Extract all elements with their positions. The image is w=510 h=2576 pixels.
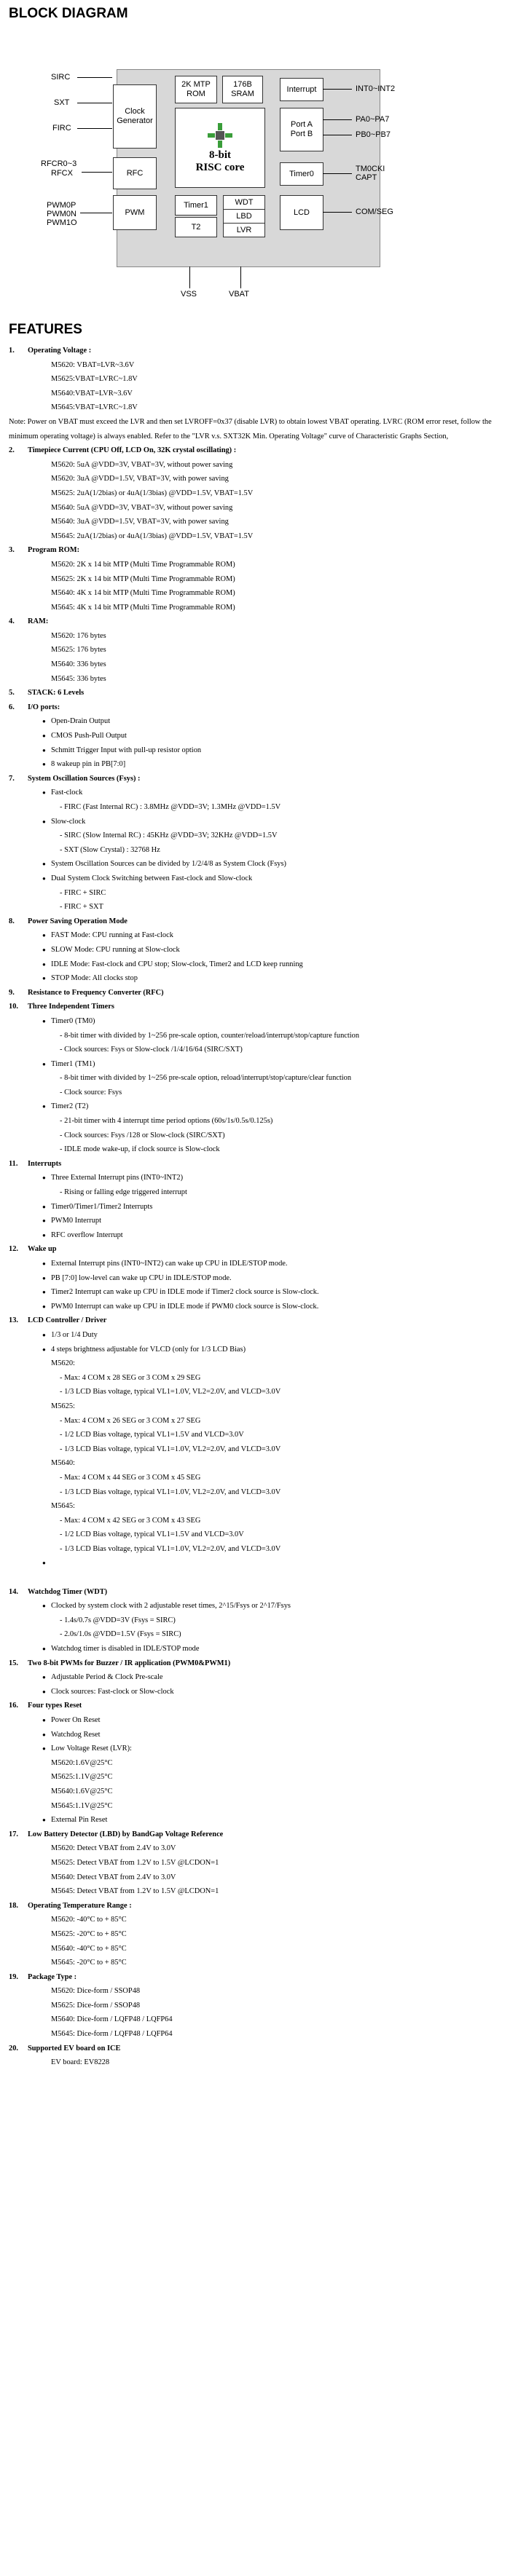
feature-subitem: - SIRC (Slow Internal RC) : 45KHz @VDD=3V; 32KHz @VDD=1.5V	[0, 829, 510, 843]
feature-item: M5625:VBAT=LVRC~1.8V	[51, 375, 138, 384]
wire	[323, 173, 352, 174]
feature-heading	[0, 1699, 510, 1713]
feature-number: 14.	[9, 1587, 18, 1596]
feature-heading-text: Watchdog Timer (WDT)	[28, 1587, 108, 1596]
feature-number: 2.	[9, 446, 15, 455]
feature-number: 15.	[9, 1659, 18, 1667]
feature-heading-text: Power Saving Operation Mode	[28, 917, 128, 925]
feature-heading-text: Program ROM:	[28, 546, 80, 555]
feature-item: M5640: Detect VBAT from 2.4V to 3.0V	[51, 1873, 176, 1881]
core-label-1: 8-bit	[209, 149, 231, 161]
feature-number: 3.	[9, 546, 15, 555]
feature-subitem: - 1.4s/0.7s @VDD=3V (Fsys = SIRC)	[0, 1613, 510, 1628]
pin-sirc: SIRC	[51, 73, 71, 82]
feature-item: M5625: 176 bytes	[51, 646, 106, 655]
block-diagram	[0, 29, 510, 306]
pin-int: INT0~INT2	[356, 84, 396, 93]
feature-bullet: ● Timer2 (T2)	[0, 1099, 510, 1114]
sram-line2: SRAM	[231, 90, 254, 98]
features-section	[0, 322, 510, 2070]
feature-subitem: - FIRC + SIRC	[0, 886, 510, 901]
wire	[323, 119, 352, 120]
feature-heading	[0, 543, 510, 558]
feature-heading	[0, 615, 510, 629]
pin-pwm0p: PWM0P	[47, 201, 76, 210]
feature-heading	[0, 1585, 510, 1600]
feature-bullet: ● Watchdog timer is disabled in IDLE/STOP mode	[0, 1642, 510, 1656]
feature-number: 12.	[9, 1245, 18, 1254]
pin-tm0cki: TM0CKI	[356, 165, 385, 173]
feature-heading-text: Timepiece Current (CPU Off, LCD On, 32K crystal oscillating) :	[28, 446, 237, 455]
feature-bullet: ● Watchdog Reset	[0, 1728, 510, 1742]
feature-subitem: - 21-bit timer with 4 interrupt time period options (60s/1s/0.5s/0.125s)	[0, 1114, 510, 1129]
feature-heading-text: Interrupts	[28, 1159, 62, 1168]
feature-number: 19.	[9, 1972, 18, 1981]
pin-capt: CAPT	[356, 173, 377, 182]
feature-subitem: - 2.0s/1.0s @VDD=1.5V (Fsys = SIRC)	[0, 1627, 510, 1642]
core-logo-icon	[206, 122, 234, 149]
t2-block: T2	[175, 217, 217, 237]
feature-heading-text: Wake up	[28, 1245, 57, 1254]
feature-heading-text: Two 8-bit PWMs for Buzzer / IR application (PWM0&PWM1)	[28, 1659, 231, 1667]
pin-firc: FIRC	[52, 124, 71, 133]
core-label-2: RISC core	[195, 162, 245, 173]
feature-subitem: - Max: 4 COM x 28 SEG or 3 COM x 29 SEG	[0, 1371, 510, 1386]
mtp-rom-block	[175, 76, 217, 103]
feature-bullet	[0, 1556, 510, 1571]
feature-item: M5640:1.6V@25°C	[51, 1787, 113, 1795]
feature-item: EV board: EV8228	[51, 2058, 110, 2067]
feature-bullet: ● Timer0 (TM0)	[0, 1014, 510, 1029]
feature-item: M5625: Detect VBAT from 1.2V to 1.5V @LCDON=1	[51, 1858, 219, 1867]
feature-heading-text: Package Type :	[28, 1972, 77, 1981]
feature-number: 13.	[9, 1316, 18, 1325]
wire	[82, 172, 112, 173]
timer0-block: Timer0	[280, 162, 323, 186]
feature-heading	[0, 1157, 510, 1172]
feature-item: M5625: -20°C to + 85°C	[51, 1929, 127, 1938]
feature-subitem: - 1/3 LCD Bias voltage, typical VL1=1.0V, VL2=2.0V, and VLCD=3.0V	[0, 1485, 510, 1500]
feature-bullet: ● Schmitt Trigger Input with pull-up resistor option	[0, 743, 510, 758]
feature-item: M5620: 5uA @VDD=3V, VBAT=3V, without power saving	[51, 460, 233, 469]
feature-list	[0, 344, 510, 2070]
feature-item: M5625:	[51, 1402, 75, 1410]
pin-rfcx: RFCX	[51, 169, 73, 178]
sram-block	[222, 76, 263, 103]
feature-heading-text: Three Independent Timers	[28, 1003, 114, 1011]
feature-number: 11.	[9, 1159, 18, 1168]
feature-heading	[0, 1313, 510, 1328]
feature-bullet: ● Slow-clock	[0, 815, 510, 829]
feature-subitem: - IDLE mode wake-up, if clock source is Slow-clock	[0, 1142, 510, 1157]
feature-heading	[0, 772, 510, 786]
feature-heading	[0, 1828, 510, 1842]
feature-subitem: - Max: 4 COM x 26 SEG or 3 COM x 27 SEG	[0, 1414, 510, 1429]
sram-line1: 176B	[233, 80, 252, 89]
feature-heading-text: Operating Temperature Range :	[28, 1901, 132, 1910]
feature-item: M5645:VBAT=LVRC~1.8V	[51, 403, 138, 412]
feature-item: M5620: VBAT=LVR~3.6V	[51, 360, 135, 369]
feature-bullet: ● STOP Mode: All clocks stop	[0, 971, 510, 986]
feature-heading-text: Supported EV board on ICE	[28, 2044, 121, 2052]
feature-number: 8.	[9, 917, 15, 925]
feature-number: 1.	[9, 347, 15, 355]
feature-item: M5640:VBAT=LVR~3.6V	[51, 389, 133, 398]
feature-subitem: - Clock sources: Fsys /128 or Slow-clock (SIRC/SXT)	[0, 1129, 510, 1143]
mtp-rom-line1: 2K MTP	[181, 80, 211, 89]
feature-item: M5620:	[51, 1359, 75, 1368]
clock-generator-block: Clock Generator	[113, 84, 157, 149]
feature-bullet: ● SLOW Mode: CPU running at Slow-clock	[0, 943, 510, 957]
feature-subitem: - 8-bit timer with divided by 1~256 pre-scale option, reload/interrupt/stop/capture/clear function	[0, 1071, 510, 1086]
feature-heading	[0, 1000, 510, 1014]
mtp-rom-line2: ROM	[187, 90, 205, 98]
feature-note: Note: Power on VBAT must exceed the LVR and then set LVROFF=0x37 (disable LVR) to obtain lowest VBAT operating. LVRC (ROM error reset, follow the minimum operating voltage) is always enabled. Refer to the "LVR v.s. SXT32K Min. Operating Voltage" curve of Characteristic Graphs Section,	[9, 417, 492, 440]
port-b-label: Port B	[290, 130, 313, 138]
feature-bullet: ● Clock sources: Fast-clock or Slow-clock	[0, 1685, 510, 1699]
feature-item: M5640:	[51, 1459, 75, 1468]
feature-spacer	[0, 1571, 510, 1585]
feature-heading-text: STACK: 6 Levels	[28, 689, 85, 698]
feature-item: M5640: 3uA @VDD=1.5V, VBAT=3V, with power saving	[51, 518, 229, 526]
feature-item: M5645: 336 bytes	[51, 674, 106, 683]
feature-bullet: ● Clocked by system clock with 2 adjustable reset times, 2^15/Fsys or 2^17/Fsys	[0, 1599, 510, 1613]
feature-bullet: ● 1/3 or 1/4 Duty	[0, 1328, 510, 1343]
feature-heading	[0, 686, 510, 700]
feature-subitem: - Max: 4 COM x 44 SEG or 3 COM x 45 SEG	[0, 1471, 510, 1485]
feature-bullet: ● CMOS Push-Pull Output	[0, 729, 510, 743]
feature-subitem: - Clock sources: Fsys or Slow-clock /1/4/16/64 (SIRC/SXT)	[0, 1043, 510, 1057]
lvr-block: LVR	[223, 223, 265, 237]
feature-item: M5640: 5uA @VDD=3V, VBAT=3V, without power saving	[51, 503, 233, 512]
feature-subitem: - FIRC (Fast Internal RC) : 3.8MHz @VDD=3V; 1.3MHz @VDD=1.5V	[0, 800, 510, 815]
feature-subitem: - 1/2 LCD Bias voltage, typical VL1=1.5V and VLCD=3.0V	[0, 1528, 510, 1542]
feature-item: M5620: 2K x 14 bit MTP (Multi Time Programmable ROM)	[51, 560, 235, 569]
feature-subitem: - FIRC + SXT	[0, 900, 510, 914]
feature-bullet: ● External Interrupt pins (INT0~INT2) can wake up CPU in IDLE/STOP mode.	[0, 1257, 510, 1271]
wire	[323, 89, 352, 90]
pin-sxt: SXT	[54, 98, 70, 107]
feature-bullet: ● Three External Interrupt pins (INT0~INT2)	[0, 1171, 510, 1185]
feature-bullet: ● Adjustable Period & Clock Pre-scale	[0, 1670, 510, 1685]
feature-bullet: ● 8 wakeup pin in PB[7:0]	[0, 757, 510, 772]
feature-subitem: - 1/3 LCD Bias voltage, typical VL1=1.0V, VL2=2.0V, and VLCD=3.0V	[0, 1385, 510, 1399]
feature-heading-text: System Oscillation Sources (Fsys) :	[28, 774, 141, 783]
timer1-block: Timer1	[175, 195, 217, 216]
feature-bullet: ● 4 steps brightness adjustable for VLCD (only for 1/3 LCD Bias)	[0, 1343, 510, 1357]
feature-bullet: ● Dual System Clock Switching between Fast-clock and Slow-clock	[0, 872, 510, 886]
feature-heading-text: I/O ports:	[28, 703, 60, 711]
feature-number: 4.	[9, 617, 15, 626]
feature-bullet: ● FAST Mode: CPU running at Fast-clock	[0, 928, 510, 943]
feature-bullet: ● IDLE Mode: Fast-clock and CPU stop; Slow-clock, Timer2 and LCD keep running	[0, 957, 510, 972]
feature-item: M5620: 176 bytes	[51, 631, 106, 640]
feature-heading-text: RAM:	[28, 617, 49, 626]
pin-vbat: VBAT	[229, 290, 249, 299]
feature-item: M5625:1.1V@25°C	[51, 1773, 113, 1782]
feature-bullet: ● Open-Drain Output	[0, 714, 510, 729]
feature-number: 17.	[9, 1830, 18, 1838]
features-title: FEATURES	[9, 322, 82, 337]
feature-bullet: ● External Pin Reset	[0, 1813, 510, 1828]
wire	[77, 77, 112, 78]
feature-bullet: ● Power On Reset	[0, 1713, 510, 1728]
feature-item: M5640: Dice-form / LQFP48 / LQFP64	[51, 2015, 173, 2024]
feature-item: M5645: 4K x 14 bit MTP (Multi Time Programmable ROM)	[51, 603, 235, 612]
pin-pwm1o: PWM1O	[47, 218, 77, 227]
feature-number: 18.	[9, 1901, 18, 1910]
feature-item: M5645: 2uA(1/2bias) or 4uA(1/3bias) @VDD=1.5V, VBAT=1.5V	[51, 532, 254, 540]
feature-number: 6.	[9, 703, 15, 711]
feature-item: M5620: Dice-form / SSOP48	[51, 1987, 141, 1996]
feature-number: 10.	[9, 1003, 18, 1011]
feature-heading	[0, 1970, 510, 1985]
feature-item: M5625: Dice-form / SSOP48	[51, 2001, 141, 2010]
feature-subitem: - 1/3 LCD Bias voltage, typical VL1=1.0V, VL2=2.0V, and VLCD=3.0V	[0, 1542, 510, 1557]
feature-number: 7.	[9, 774, 15, 783]
feature-item: M5620: Detect VBAT from 2.4V to 3.0V	[51, 1844, 176, 1853]
block-diagram-title: BLOCK DIAGRAM	[9, 6, 128, 21]
feature-item: M5620:1.6V@25°C	[51, 1758, 113, 1767]
feature-bullet: ● RFC overflow Interrupt	[0, 1228, 510, 1243]
feature-item: M5620: -40°C to + 85°C	[51, 1916, 127, 1924]
feature-heading-text: Low Battery Detector (LBD) by BandGap Voltage Reference	[28, 1830, 224, 1838]
pin-com-seg: COM/SEG	[356, 208, 393, 216]
feature-heading-text: Operating Voltage :	[28, 347, 92, 355]
feature-heading	[0, 1242, 510, 1257]
risc-core-block	[175, 108, 265, 188]
feature-item: M5640: 336 bytes	[51, 660, 106, 669]
feature-item: M5645: Dice-form / LQFP48 / LQFP64	[51, 2030, 173, 2039]
pin-rfcr: RFCR0~3	[41, 159, 77, 168]
feature-subitem: - Rising or falling edge triggered interrupt	[0, 1185, 510, 1200]
pin-pa: PA0~PA7	[356, 115, 390, 124]
feature-heading-text: Resistance to Frequency Converter (RFC)	[28, 988, 164, 997]
feature-number: 5.	[9, 689, 15, 698]
feature-bullet: ● PWM0 Interrupt	[0, 1214, 510, 1228]
wire	[240, 266, 241, 288]
feature-bullet: ● PB [7:0] low-level can wake up CPU in IDLE/STOP mode.	[0, 1271, 510, 1286]
feature-heading-text: Four types Reset	[28, 1702, 82, 1710]
feature-subitem: - 1/2 LCD Bias voltage, typical VL1=1.5V and VLCD=3.0V	[0, 1428, 510, 1442]
feature-bullet: ● System Oscillation Sources can be divided by 1/2/4/8 as System Clock (Fsys)	[0, 857, 510, 872]
interrupt-block: Interrupt	[280, 78, 323, 101]
feature-number: 9.	[9, 988, 15, 997]
lbd-block: LBD	[223, 209, 265, 224]
feature-bullet: ● Fast-clock	[0, 786, 510, 800]
rfc-block: RFC	[113, 157, 157, 189]
feature-subitem: - SXT (Slow Crystal) : 32768 Hz	[0, 843, 510, 858]
port-block	[280, 108, 323, 151]
feature-bullet: ● Timer1 (TM1)	[0, 1057, 510, 1072]
feature-heading	[0, 986, 510, 1000]
feature-heading-text: LCD Controller / Driver	[28, 1316, 107, 1325]
port-a-label: Port A	[291, 120, 313, 129]
wire	[323, 212, 352, 213]
pin-vss: VSS	[181, 290, 197, 299]
feature-subitem: - 8-bit timer with divided by 1~256 pre-scale option, counter/reload/interrupt/stop/capture function	[0, 1029, 510, 1043]
wire	[77, 128, 112, 129]
feature-item: M5625: 2uA(1/2bias) or 4uA(1/3bias) @VDD=1.5V, VBAT=1.5V	[51, 489, 254, 497]
feature-bullet: ● Timer2 Interrupt can wake up CPU in IDLE mode if Timer2 clock source is Slow-clock.	[0, 1285, 510, 1300]
feature-subitem: - Max: 4 COM x 42 SEG or 3 COM x 43 SEG	[0, 1514, 510, 1528]
feature-item: M5620: 3uA @VDD=1.5V, VBAT=3V, with power saving	[51, 475, 229, 483]
feature-subitem: - Clock source: Fsys	[0, 1086, 510, 1100]
feature-bullet: ● Low Voltage Reset (LVR):	[0, 1742, 510, 1756]
pwm-block: PWM	[113, 195, 157, 230]
feature-heading	[0, 1656, 510, 1671]
feature-heading	[0, 2042, 510, 2056]
feature-item: M5645:1.1V@25°C	[51, 1801, 113, 1810]
feature-number: 20.	[9, 2044, 18, 2052]
feature-item: M5640: -40°C to + 85°C	[51, 1944, 127, 1953]
feature-heading	[0, 1899, 510, 1913]
pin-pb: PB0~PB7	[356, 130, 391, 139]
feature-item: M5645:	[51, 1502, 75, 1511]
feature-heading	[0, 700, 510, 715]
feature-heading	[0, 443, 510, 458]
wdt-block: WDT	[223, 195, 265, 210]
feature-item: M5645: -20°C to + 85°C	[51, 1959, 127, 1967]
feature-item: M5625: 2K x 14 bit MTP (Multi Time Programmable ROM)	[51, 574, 235, 583]
feature-heading	[0, 344, 510, 358]
pin-pwm0n: PWM0N	[47, 210, 76, 218]
feature-item: M5645: Detect VBAT from 1.2V to 1.5V @LCDON=1	[51, 1887, 219, 1896]
feature-heading	[0, 914, 510, 929]
feature-bullet: ● Timer0/Timer1/Timer2 Interrupts	[0, 1200, 510, 1214]
feature-item: M5640: 4K x 14 bit MTP (Multi Time Programmable ROM)	[51, 589, 235, 598]
wire	[189, 266, 190, 288]
lcd-block: LCD	[280, 195, 323, 230]
feature-subitem: - 1/3 LCD Bias voltage, typical VL1=1.0V, VL2=2.0V, and VLCD=3.0V	[0, 1442, 510, 1457]
feature-number: 16.	[9, 1702, 18, 1710]
feature-bullet: ● PWM0 Interrupt can wake up CPU in IDLE mode if PWM0 clock source is Slow-clock.	[0, 1300, 510, 1314]
